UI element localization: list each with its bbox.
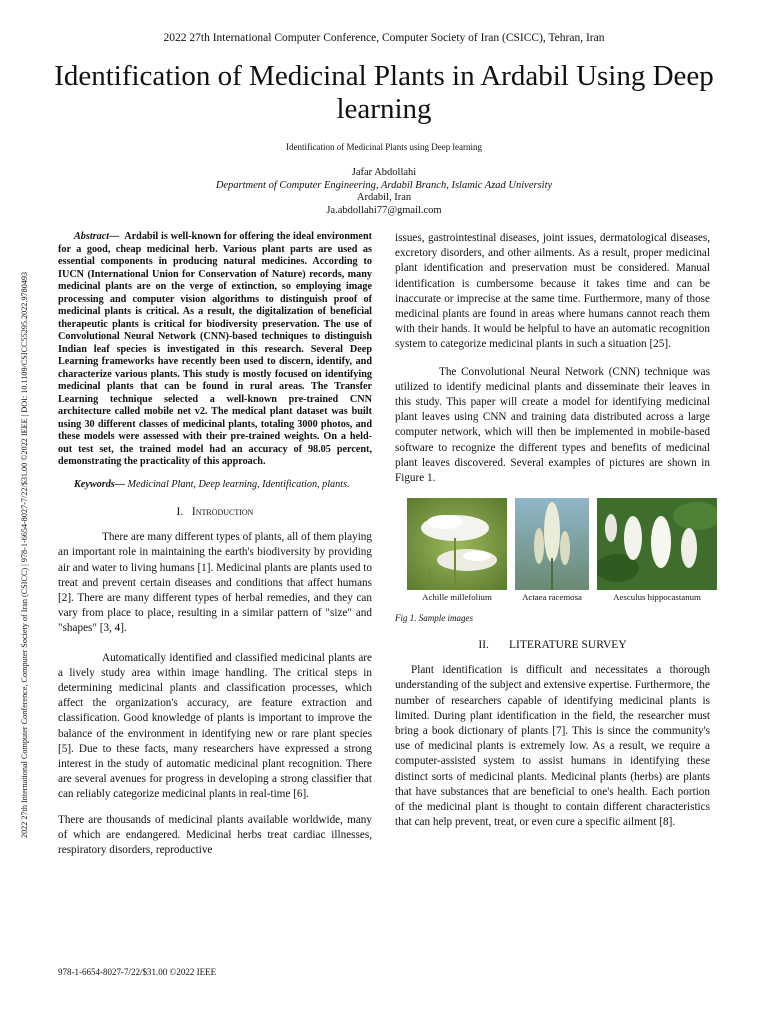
intro-paragraph-3: There are thousands of medicinal plants available worldwide, many of which are endangered. Medicinal herbs treat cardiac illnesses, respiratory disorders, reproductive (58, 813, 372, 857)
doi-sidebar-text: 2022 27th International Computer Conference, Computer Society of Iran (CSICC) | 978-1-6654-8027-7/22/$31.00 ©2022 IEEE | DOI: 10.1109/CSICC55295.2022.9780493 (20, 271, 29, 838)
doi-sidebar (12, 178, 28, 838)
page-footer: 978-1-6654-8027-7/22/$31.00 ©2022 IEEE (58, 967, 217, 977)
figure-1 (407, 498, 710, 603)
keywords-label: Keywords— (74, 478, 125, 490)
intro-paragraph-3-continued: issues, gastrointestinal diseases, joint issues, dermatological diseases, excretory disorders, and other ailments. As a result, proper medicinal plant identification and preservation must be considered. Manual identification is cumbersome because it takes time and can be inaccurate or imprecise at the same time. Furthermore, many of those medicinal plants are found in areas where humans cannot reach them with their hands. It would be helpful to have an automatic recognition system to categorize medicinal plants in such a situation [25]. (395, 232, 710, 351)
paper-subtitle: Identification of Medicinal Plants using Deep learning (286, 142, 482, 152)
section-heading-literature-survey (395, 638, 710, 653)
actaea-photo (515, 498, 589, 590)
section-number: I. (176, 506, 184, 518)
section-title: LITERATURE SURVEY (509, 638, 627, 651)
author-email[interactable]: Ja.abdollahi77@gmail.com (326, 204, 442, 216)
intro-paragraph-1: There are many different types of plants, all of them playing an important role in maintaining the earth's biodiversity by providing air and water to living humans [1]. Medicinal plants are plants used to treat and prevent certain diseases and conditions that affect humans [2]. There are many different types of herbal remedies, and they can vary from place to place, resulting in a similar pattern of "size" and "shapes" [3, 4]. (58, 531, 372, 635)
achillea-photo (407, 498, 507, 590)
section-heading-introduction (58, 505, 372, 520)
intro-paragraph-4: The Convolutional Neural Network (CNN) technique was utilized to identify medicinal plants and disseminate their leaves in this study. This paper will create a model for identifying medicinal plant leaves using CNN and training data distributed across a large computer network, which will then be implemented in mobile-based software to recognize the different types and benefits of medicinal plant leaves discovered. Several examples of pictures are shown in Figure 1. (395, 365, 710, 485)
figure-caption-actaea: Actaea racemosa (522, 592, 582, 603)
keywords-text: Medicinal Plant, Deep learning, Identification, plants. (127, 478, 350, 490)
author-block (0, 167, 768, 217)
author-location: Ardabil, Iran (356, 192, 412, 203)
figure-caption-achillea: Achille millefolium (422, 592, 492, 603)
figure-caption: Fig 1. Sample images (395, 612, 473, 623)
abstract-label: Abstract— (74, 231, 120, 242)
figure-image-aesculus (597, 498, 717, 603)
figure-caption-aesculus: Aesculus hippocastanum (613, 592, 701, 603)
literature-paragraph-1: Plant identification is difficult and necessitates a thorough understanding of the subject and extensive expertise. Furthermore, the number of researchers capable of identifying medicinal plants is limited. During plant identification in the field, the researcher must bring a book dictionary of plants [7]. This is since the community's use of medicinal plants is extremely low. As a result, we require a computer-assisted system to assist humans in identifying these distinct sorts of medicinal plants. Medicinal plants (herbs) are plants that have substances that are beneficial to one's health. Each portion of the medicinal plant is thought to contain different characteristics that can help prevent, treat, or even cure a specific ailment [8]. (395, 664, 710, 829)
paper-title: Identification of Medicinal Plants in Ardabil Using Deep learning (54, 60, 714, 125)
intro-paragraph-2: Automatically identified and classified medicinal plants are a lively study area within image handling. The critical steps in determining medicinal plants and classification processes, which affect the organization's accuracy, are feature extraction and classification. Good knowledge of plants is important to improve the balance of the environment in identifying new or rare plant species [5]. Due to these facts, many researchers have expressed a strong interest in the study of automatic medicinal plant recognition. There are several avenues for progress in developing a strong classifier that can reliably categorize medicinal plants in real-time [6]. (58, 651, 372, 801)
abstract (58, 231, 372, 469)
left-column (58, 231, 372, 868)
figure-image-actaea (515, 498, 589, 603)
figure-image-achillea (407, 498, 507, 603)
right-column (395, 231, 710, 840)
abstract-text: Ardabil is well-known for offering the ideal environment for a good, cheap medicinal herb. Various plant parts are used as essential components in producing natural medicines. According to IUCN (International Union for Conservation of Nature) records, many medicinal plants are on the verge of extinction, so employing image processing and computer vision algorithms to distinguish proof of medicinal plants is critical. As a result, the digitalization of beneficial therapeutic plants is critical for biodiversity preservation. The use of Convolutional Neural Network (CNN)-based techniques to distinguish Indian leaf species is investigated in this research. Several Deep Learning frameworks have recently been used to discern, identify, and characterize various plants. This study is mostly focused on identifying medicinal plants that can be found in rural areas. The Transfer Learning technique selected a well-known pre-trained CNN architecture called mobile net v2. The medical plant dataset was built using 30 different classes of medicinal plants, totaling 3000 photos, and these models were assessed with their pre-trained weights. On a held-out test set, the trained model had an accuracy of 98.05 percent, demonstrating the practicality of this approach. (58, 231, 373, 467)
author-affiliation: Department of Computer Engineering, Ardabil Branch, Islamic Azad University (215, 179, 553, 191)
author-name: Jafar Abdollahi (351, 167, 417, 178)
section-title: Introduction (191, 506, 254, 518)
conference-header: 2022 27th International Computer Conference, Computer Society of Iran (CSICC), Tehran, Iran (163, 32, 605, 44)
aesculus-photo (597, 498, 717, 590)
keywords (58, 479, 372, 492)
section-number: II. (478, 638, 489, 651)
